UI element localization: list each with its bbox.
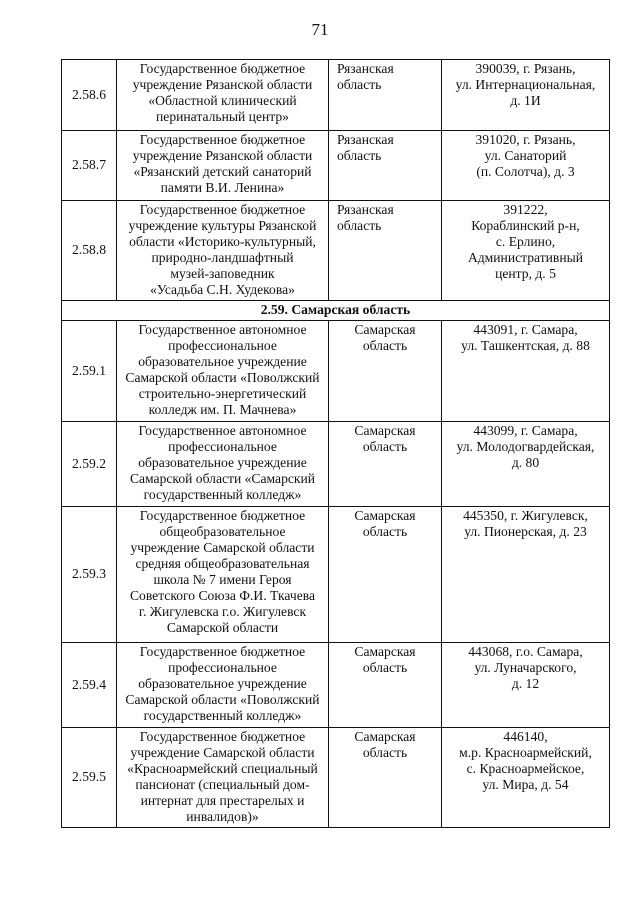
institution-name [117, 728, 329, 828]
institution-name-line: «Областной клинический [148, 93, 297, 108]
address [442, 507, 610, 643]
region-name [329, 422, 442, 507]
address-line: 443091, г. Самара, [473, 322, 578, 337]
region-name-line: область [362, 439, 408, 454]
row-number: 2.58.8 [62, 201, 117, 301]
institution-name-line: образовательное учреждение [138, 354, 307, 369]
institution-name [117, 422, 329, 507]
region-name [329, 507, 442, 643]
institution-name-line: «Красноармейский специальный [127, 761, 318, 776]
institution-name-line: Самарской области «Самарский [129, 471, 316, 486]
row-number: 2.59.3 [62, 507, 117, 643]
institution-name-line: профессиональное [168, 660, 277, 675]
institution-name-line: учреждение Рязанской области [132, 77, 313, 92]
section-title: 2.59. Самарская область [62, 301, 610, 321]
table-row [62, 728, 610, 828]
table-row [62, 60, 610, 131]
institution-name-line: колледж им. П. Мачнева» [148, 402, 297, 417]
region-name-line: Самарская [354, 729, 416, 744]
institution-name-line: средняя общеобразовательная [135, 556, 310, 571]
institution-name [117, 131, 329, 201]
institution-name-line: Государственное бюджетное [139, 61, 306, 76]
address-line: (п. Солотча), д. 3 [476, 164, 575, 179]
region-name [329, 60, 442, 131]
institution-name-line: Государственное бюджетное [139, 508, 306, 523]
address-line: Административный [467, 250, 584, 265]
address-line: ул. Молодогвардейская, [456, 439, 595, 454]
institution-name-line: Государственное автономное [138, 322, 307, 337]
address-line: 443099, г. Самара, [473, 423, 578, 438]
ryazan-rows [62, 60, 610, 301]
institution-name-line: профессиональное [168, 439, 277, 454]
institution-name-line: Государственное автономное [138, 423, 307, 438]
institution-name-line: государственный колледж» [143, 487, 302, 502]
address-line: 445350, г. Жигулевск, [463, 508, 588, 523]
institution-name-line: пансионат (специальный дом- [135, 777, 310, 792]
address-line: д. 80 [511, 455, 540, 470]
institution-name-line: учреждение Самарской области [130, 745, 315, 760]
samara-rows [62, 321, 610, 828]
region-name-line: Рязанская область [337, 202, 394, 233]
institution-name-line: учреждение культуры Рязанской [128, 218, 317, 233]
address-line: 391222, [503, 202, 548, 217]
region-name-line: Самарская [354, 322, 416, 337]
address-line: 446140, [503, 729, 548, 744]
page-number: 71 [311, 20, 329, 39]
institution-name-line: государственный колледж» [143, 708, 302, 723]
institution-name-line: памяти В.И. Ленина» [160, 180, 285, 195]
table-row [62, 201, 610, 301]
region-name [329, 131, 442, 201]
institution-name-line: учреждение Самарской области [130, 540, 315, 555]
institution-name-line: Самарской области [166, 620, 279, 635]
table-row [62, 422, 610, 507]
institution-name-line: Советского Союза Ф.И. Ткачева [129, 588, 316, 603]
institution-name-line: инвалидов)» [186, 809, 259, 824]
institution-name-line: строительно-энергетический [138, 386, 307, 401]
institution-name-line: Государственное бюджетное [139, 644, 306, 659]
region-name [329, 728, 442, 828]
section-header-row [62, 301, 610, 321]
region-name-line: Самарская [354, 644, 416, 659]
institution-name-line: перинатальный центр» [156, 109, 289, 124]
institution-name-line: Самарской области «Поволжский [125, 370, 320, 385]
region-name [329, 321, 442, 422]
address [442, 728, 610, 828]
institution-name [117, 201, 329, 301]
region-name-line: область [362, 338, 408, 353]
institution-name-line: Государственное бюджетное [139, 729, 306, 744]
region-name-line: Рязанская область [337, 132, 394, 163]
institution-name-line: г. Жигулевска г.о. Жигулевск [138, 604, 307, 619]
institution-name-line: образовательное учреждение [138, 455, 307, 470]
address-line: ул. Санаторий [484, 148, 567, 163]
address-line: д. 12 [511, 676, 540, 691]
row-number: 2.59.1 [62, 321, 117, 422]
region-name-line: Самарская [354, 423, 416, 438]
region-name-line: Рязанская область [337, 61, 394, 92]
row-number: 2.58.6 [62, 60, 117, 131]
address [442, 131, 610, 201]
institution-name-line: профессиональное [168, 338, 277, 353]
address [442, 643, 610, 728]
address-line: 391020, г. Рязань, [475, 132, 576, 147]
institution-name [117, 643, 329, 728]
address-line: 390039, г. Рязань, [475, 61, 576, 76]
region-name-line: область [362, 524, 408, 539]
institution-name-line: области «Историко-культурный, [129, 234, 316, 249]
row-number: 2.59.2 [62, 422, 117, 507]
row-number: 2.59.4 [62, 643, 117, 728]
institution-name-line: интернат для престарелых и [140, 793, 305, 808]
table-row [62, 507, 610, 643]
address-line: ул. Луначарского, [474, 660, 577, 675]
region-name-line: Самарская [354, 508, 416, 523]
table-row [62, 321, 610, 422]
institution-name [117, 321, 329, 422]
row-number: 2.59.5 [62, 728, 117, 828]
institution-name [117, 507, 329, 643]
registry-table [61, 59, 610, 828]
institution-name-line: Государственное бюджетное [139, 132, 306, 147]
region-name-line: область [362, 660, 408, 675]
address-line: с. Красноармейское, [466, 761, 585, 776]
address-line: 443068, г.о. Самара, [468, 644, 583, 659]
institution-name-line: Государственное бюджетное [139, 202, 306, 217]
table-row [62, 131, 610, 201]
address-line: ул. Пионерская, д. 23 [464, 524, 587, 539]
address [442, 321, 610, 422]
region-name [329, 643, 442, 728]
address-line: ул. Интернациональная, [455, 77, 596, 92]
row-number: 2.58.7 [62, 131, 117, 201]
address-line: м.р. Красноармейский, [459, 745, 592, 760]
institution-name-line: Самарской области «Поволжский [125, 692, 320, 707]
institution-name-line: общеобразовательное [159, 524, 286, 539]
region-name-line: область [362, 745, 408, 760]
address [442, 60, 610, 131]
address-line: Кораблинский р-н, [471, 218, 580, 233]
institution-name-line: «Усадьба С.Н. Худекова» [150, 282, 295, 297]
institution-name-line: «Рязанский детский санаторий [133, 164, 312, 179]
address-line: центр, д. 5 [495, 266, 556, 281]
address-line: ул. Ташкентская, д. 88 [461, 338, 590, 353]
region-name [329, 201, 442, 301]
institution-name-line: школа № 7 имени Героя [153, 572, 292, 587]
institution-name-line: образовательное учреждение [138, 676, 307, 691]
address [442, 201, 610, 301]
institution-name-line: природно-ландшафтный [151, 250, 294, 265]
address-line: с. Ерлино, [495, 234, 556, 249]
address [442, 422, 610, 507]
institution-name-line: учреждение Рязанской области [132, 148, 313, 163]
address-line: ул. Мира, д. 54 [482, 777, 569, 792]
institution-name [117, 60, 329, 131]
address-line: д. 1И [510, 93, 541, 108]
institution-name-line: музей-заповедник [170, 266, 275, 281]
table-row [62, 643, 610, 728]
